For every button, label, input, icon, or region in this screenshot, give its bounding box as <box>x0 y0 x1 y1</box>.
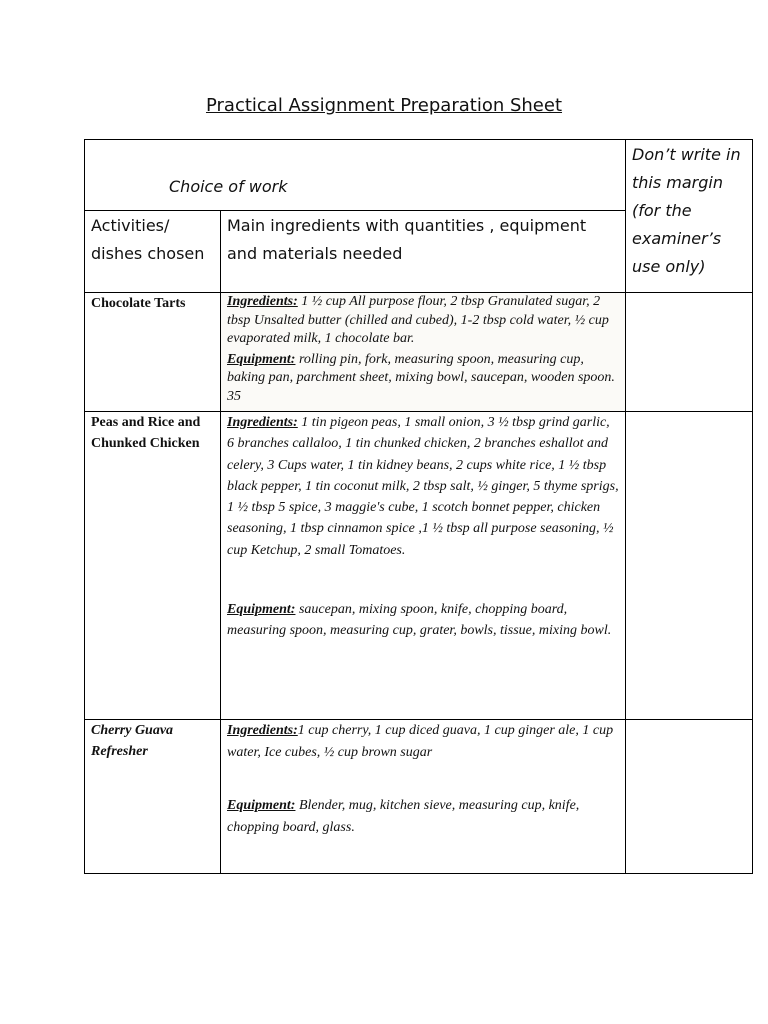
equipment-label: Equipment: <box>227 798 296 813</box>
details-cell <box>221 412 626 720</box>
details-cell <box>221 720 626 874</box>
preparation-table <box>84 139 753 874</box>
dish-name: Cherry Guava Refresher <box>91 723 174 759</box>
ingredients-label: Ingredients: <box>227 723 298 738</box>
ingredients-text: Ingredients: 1 ½ cup All purpose flour, 2 tbsp Granulated sugar, 2 tbsp Unsalted butter (chilled and cubed), 1-2 tbsp cold water, ½ cup evaporated milk, 1 chocolate bar. <box>227 294 609 346</box>
examiner-margin-note: Don’t write in this margin (for the examiner’s use only) <box>632 145 741 276</box>
examiner-cell <box>626 720 753 874</box>
ingredients-label: Ingredients: <box>227 294 298 309</box>
activities-header-label: Activities/ dishes chosen <box>91 216 205 263</box>
equipment-label: Equipment: <box>227 602 296 618</box>
dish-cell <box>85 720 221 874</box>
equipment-text: Equipment: saucepan, mixing spoon, knife, chopping board, measuring spoon, measuring cup, grater, bowls, tissue, mixing bowl. <box>227 602 612 639</box>
ingredients-text: Ingredients: 1 tin pigeon peas, 1 small onion, 3 ½ tbsp grind garlic, 6 branches callaloo, 1 tin chunked chicken, 2 branches eshallot and celery, 3 Cups water, 1 tin kidney beans, 2 cups white rice, 1 ½ tbsp black pepper, 1 tin coconut milk, 2 tbsp salt, ½ ginger, 5 thyme sprigs, 1 ½ tbsp 5 spice, 3 maggie's cube, 1 scotch bonnet pepper, chicken seasoning, 1 tbsp cinnamon spice ,1 ½ tbsp all purpose seasoning, ½ cup Ketchup, 2 small Tomatoes. <box>227 415 619 558</box>
details-cell <box>221 293 626 412</box>
table-row <box>85 720 753 874</box>
ingredients-text: Ingredients:1 cup cherry, 1 cup diced guava, 1 cup ginger ale, 1 cup water, Ice cubes, ½ cup brown sugar <box>227 723 614 760</box>
equipment-label: Equipment: <box>227 351 296 367</box>
dish-cell <box>85 293 221 412</box>
table-row <box>85 293 753 412</box>
ingredients-header-label: Main ingredients with quantities , equipment and materials needed <box>227 216 587 263</box>
examiner-cell <box>626 412 753 720</box>
dish-cell <box>85 412 221 720</box>
equipment-text: Equipment: rolling pin, fork, measuring spoon, measuring cup, baking pan, parchment sheet, mixing bowl, saucepan, wooden spoon. 35 <box>227 351 615 404</box>
dish-name: Peas and Rice and Chunked Chicken <box>91 415 201 451</box>
examiner-margin-header <box>626 140 753 293</box>
activities-header <box>85 211 221 293</box>
equipment-text: Equipment: Blender, mug, kitchen sieve, measuring cup, knife, chopping board, glass. <box>227 798 580 835</box>
table-row <box>85 412 753 720</box>
dish-name: Chocolate Tarts <box>91 296 186 311</box>
page-title: Practical Assignment Preparation Sheet <box>205 95 563 116</box>
choice-of-work-cell <box>85 140 626 211</box>
ingredients-label: Ingredients: <box>227 415 298 430</box>
ingredients-header <box>221 211 626 293</box>
choice-of-work-label: Choice of work <box>169 177 288 196</box>
examiner-cell <box>626 293 753 412</box>
